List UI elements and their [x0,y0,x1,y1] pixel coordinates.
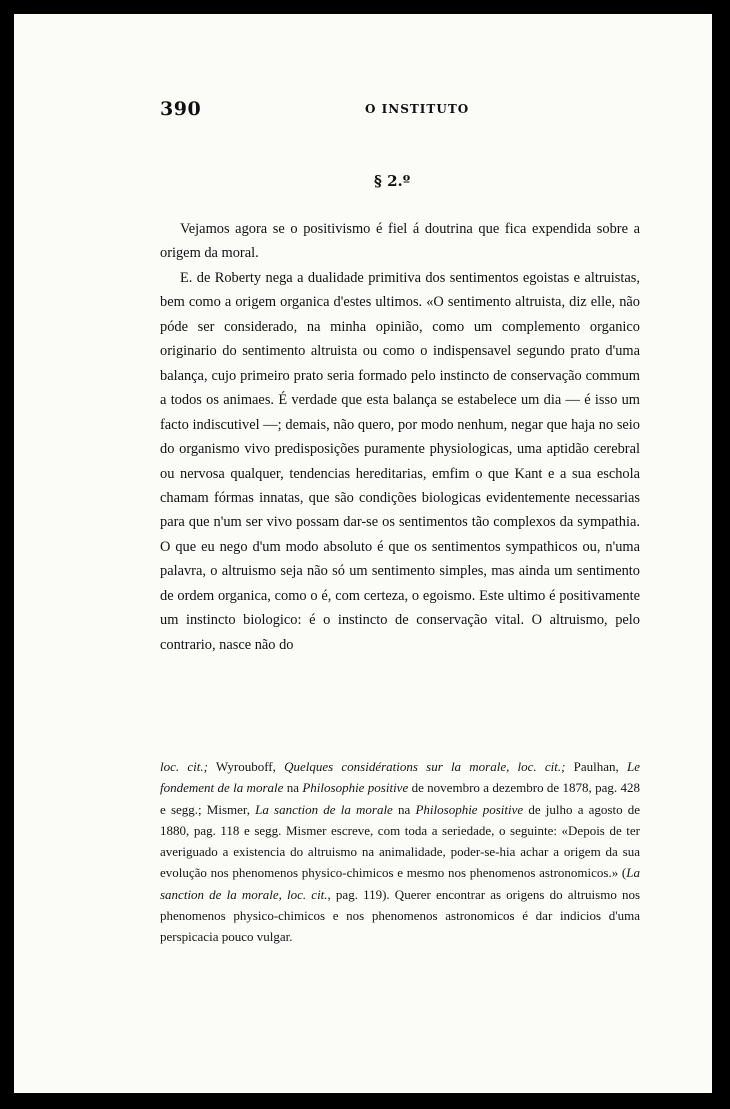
footnote-text: de novembro a dezembro de 1878, pag. 428 e segg.; Mismer, [160,780,640,817]
page-header [160,98,640,122]
footnote-text: Wyrouboff, [207,759,285,774]
footnote-text: de julho a agosto de 1880, pag. 118 e segg. Mismer escreve, com toda a seriedade, o seguinte: «Depois de ter averiguado a existencia do altruismo na animalidade, poder-se-hia achar a origem da sua evolução nos phenomenos physico-chimicos e mesmo nos phenomenos astronomicos.» ( [160,801,641,881]
footnote [160,756,640,948]
footnote-text: , pag. 119). Querer encontrar as origens do altruismo nos phenomenos physico-chimicos e nos phenomenos astronomicos é dar indicios d'uma perspicacia pouco vulgar. [160,886,641,945]
footnote-citation: loc. cit.; [160,759,208,774]
footnote-citation: Quelques considérations sur la morale, loc. cit.; [284,759,566,774]
footnote-citation: La sanction de la morale [255,801,393,817]
section-heading: § 2.º [374,172,411,190]
paragraph: Vejamos agora se o positivismo é fiel á doutrina que fica expendida sobre a origem da moral. [160,221,640,262]
running-title: O INSTITUTO [365,102,470,116]
footnote-text: na [392,801,416,817]
footnote-citation: Le fondement de la morale [160,759,640,796]
footnote-text: Paulhan, [565,759,627,774]
footnote-citation: La sanction de la morale, loc. cit. [160,865,640,902]
footnote-text: na [283,780,303,796]
page-number: 390 [160,98,202,120]
paragraph: E. de Roberty nega a dualidade primitiva dos sentimentos egoistas e altruistas, bem como a origem organica d'estes ultimos. «O sentimento altruista, diz elle, não póde ser considerado, na minha opinião, como um complemento organico originario do sentimento altruista ou como o indispensavel segundo prato d'uma balança, cujo primeiro prato seria formado pelo instincto de conservação commum a todos os animaes. É verdade que esta balança se estabelece um dia — é isso um facto indiscutivel —; demais, não quero, por modo nenhum, negar que haja no seio do organismo vivo predisposições puramente physiologicas, uma aptidão cerebral ou nervosa qualquer, tendencias hereditarias, emfim o que Kant e a sua eschola chamam fórmas innatas, que são condições biologicas evidentemente necessarias para que n'um ser vivo possam dar-se os sentimentos tão complexos da sympathia. O que eu nego d'um modo absoluto é que os sentimentos sympathicos ou, n'uma palavra, o altruismo seja não só um sentimento simples, mas ainda um sentimento de ordem organica, como o é, com certeza, o egoismo. Este ultimo é positivamente um instincto biologico: é o instincto de conservação vital. O altruismo, pelo contrario, nasce não do [160,269,640,653]
book-page [14,14,712,1093]
footnote-paragraph [160,756,640,948]
footnote-citation: Philosophie positive [302,780,409,796]
footnote-citation: Philosophie positive [415,801,524,817]
body-text [160,217,640,657]
